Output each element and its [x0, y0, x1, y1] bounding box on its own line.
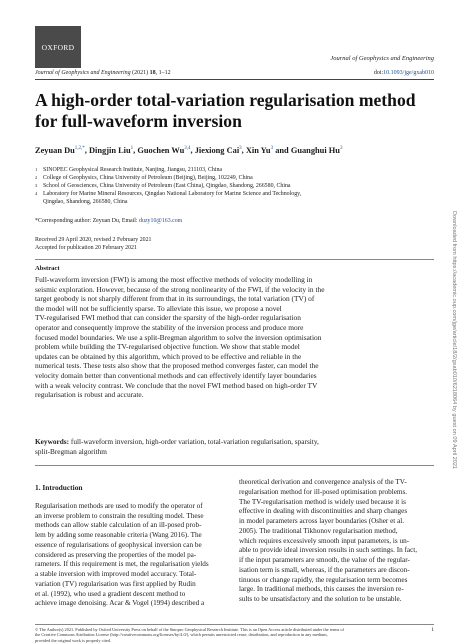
- corresponding-author: [35, 218, 182, 224]
- author-list: [35, 146, 342, 155]
- abstract-line: seismic exploration. However, because of the strong nonlinearity of the FWI, if the velocity in the: [35, 284, 325, 294]
- abstract-heading: Abstract: [35, 265, 60, 272]
- affiliation-number: 3: [35, 183, 38, 189]
- author-separator: ,: [133, 146, 138, 155]
- body-line: effective in dealing with discontinuities and sharp changes: [239, 507, 408, 516]
- citation-journal: Journal of Geophysics and Engineering: [35, 70, 131, 76]
- footer-line: © The Author(s) 2021. Published by Oxford University Press on behalf of the Sinopec Geophysical Research Institute. This is an Open Access article distributed under the terms of: [35, 627, 344, 632]
- author-affil-sup: 3: [270, 146, 274, 152]
- author-separator: ,: [190, 146, 195, 155]
- affiliation: [35, 190, 435, 198]
- download-watermark-text: Downloaded from https://academic.oup.com/jge/article/18/2/gxab010/6218064 by guest on 09 April 2021: [451, 210, 457, 470]
- received-date: Received 29 April 2020, revised 2 February 2021: [35, 237, 152, 243]
- doi-link[interactable]: 10.1093/jge/gxab010: [383, 70, 434, 76]
- affiliation: [35, 182, 435, 190]
- accepted-date: Accepted for publication 20 February 2021: [35, 245, 137, 252]
- abstract-body: [35, 275, 435, 400]
- citation-volume: 18: [149, 70, 156, 76]
- author-separator: and: [273, 146, 291, 155]
- abstract-line: focused model boundaries. We use a split-Bregman algorithm to solve the inversion optimisation: [35, 332, 322, 342]
- body-line: in model parameters across layer boundaries (Osher et al.: [239, 517, 405, 525]
- abstract-line: updates can be obtained by this algorithm, which proved to be effective and reliable in the: [35, 351, 302, 361]
- corresponding-mark: *: [82, 146, 85, 152]
- abstract-line: operator and consequently improve the stability of the inversion process and produce more: [35, 322, 304, 332]
- affiliation: [35, 198, 435, 206]
- footer-line: provided the original work is properly cited.: [35, 637, 112, 643]
- title-line: A high-order total-variation regularisation method: [35, 90, 416, 110]
- author-name[interactable]: Jiexiong Cai: [194, 146, 240, 155]
- author-name[interactable]: Guanghui Hu: [290, 146, 340, 155]
- body-line: a stable inversion with improved model accuracy. Total-: [35, 570, 197, 578]
- affiliation: [35, 166, 435, 174]
- author-affil-sup: 1: [130, 146, 134, 152]
- abstract-line: problem while building the TV-regularised objective function. We show that stable model: [35, 342, 300, 352]
- author-affil-sup: 3: [339, 146, 343, 152]
- body-line: large. In traditional methods, this causes the inversion re-: [239, 585, 404, 594]
- abstract-line: velocity domain better than conventional methods and can effectively identify layer boundaries: [35, 370, 317, 380]
- body-column-right: [239, 478, 431, 605]
- affiliation-list: [35, 166, 435, 206]
- author-name[interactable]: Zeyuan Du: [35, 146, 75, 155]
- keywords-label: Keywords:: [35, 437, 70, 446]
- citation-line: [35, 70, 171, 76]
- abstract-line: numerical tests. These tests also show that the proposed method converges faster, can model the: [35, 361, 319, 371]
- body-line: regularisation method for ill-posed optimisation problems.: [239, 487, 408, 496]
- doi-line: [374, 70, 434, 76]
- citation-pages: , 1–12: [155, 70, 171, 76]
- keywords-line: [35, 437, 435, 447]
- doi-prefix: doi:: [373, 70, 384, 76]
- body-line: rameters. If this requirement is met, the regularisation yields: [35, 560, 209, 569]
- download-watermark: [449, 160, 459, 520]
- author-name[interactable]: Dingjin Liu: [88, 146, 131, 155]
- body-line: lem by adding some reasonable criteria (Wang 2016). The: [35, 531, 202, 539]
- keywords: [35, 437, 435, 456]
- copyright-footer: [35, 627, 415, 643]
- affiliation: [35, 174, 435, 182]
- body-column-left: [35, 483, 227, 609]
- author-affil-sup: 3: [239, 146, 242, 152]
- author-affil-sup: 3,4: [184, 146, 191, 152]
- citation-year: (2021): [130, 70, 150, 76]
- body-line: variation (TV) regularisation was first applied by Rudin: [35, 579, 196, 588]
- footer-divider: [35, 624, 434, 625]
- abstract-line: the model will not be sufficiently sparse. To alleviate this issue, we propose a novel: [35, 303, 282, 313]
- body-line: 2005). The traditional Tikhonov regularisation method,: [239, 526, 398, 535]
- affiliation-number: 4: [35, 191, 38, 197]
- article-title: [35, 90, 435, 132]
- author-affil-sup: 1,2,: [74, 146, 83, 152]
- author-separator: ,: [84, 146, 89, 155]
- footer-line: the Creative Commons Attribution License (http://creativecommons.org/licenses/by/4.0/), which permits unrestricted reuse, distribution, and reproduction in any medium,: [35, 632, 328, 638]
- logo-text: OXFORD: [41, 42, 75, 52]
- body-line: sults to be unsatisfactory and the solution to be unstable.: [239, 595, 402, 603]
- author-separator: ,: [241, 146, 246, 155]
- body-line: et al. (1992), who used a gradient descent method to: [35, 589, 186, 598]
- affiliation-text: School of Geosciences, China University of Petroleum (East China), Qingdao, Shandong, 266580, China: [43, 183, 291, 190]
- body-line: an inverse problem to constrain the resulting model. These: [35, 511, 204, 520]
- body-line: tinuous or change rapidly, the regularisation term becomes: [239, 575, 408, 584]
- header-divider: [35, 79, 434, 80]
- abstract-line: target geobody is not sharply different from that in its surroundings, the total variation (TV) of: [35, 294, 315, 304]
- abstract-line: TV-regularised FWI method that can consider the sparsity of the high-order regularisation: [35, 313, 301, 323]
- affiliation-text: Qingdao, Shandong, 266580, China: [43, 199, 128, 206]
- keywords-divider: [35, 465, 434, 466]
- author-name[interactable]: Xin Yu: [245, 146, 271, 155]
- abstract-line: regularisation is robust and accurate.: [35, 390, 144, 400]
- affiliation-number: [35, 198, 43, 206]
- email-link[interactable]: duzy10@163.com: [139, 218, 183, 224]
- body-line: essence of regularisations of geophysical inversion can be: [35, 540, 202, 549]
- title-line: for full-waveform inversion: [35, 111, 242, 131]
- affiliation-text: College of Geophysics, China University of Petroleum (Beijing), Beijing, 102249, China: [43, 175, 253, 182]
- page-number: 1: [431, 627, 434, 633]
- author-name[interactable]: Guochen Wu: [137, 146, 185, 155]
- affiliation-number: 2: [35, 175, 38, 181]
- keywords-text: split-Bregman algorithm: [35, 446, 107, 456]
- corresponding-label: *Corresponding author: Zeyuan Du, Email:: [35, 218, 140, 224]
- keywords-text: full-waveform inversion, high-order variation, total-variation regularisation, sparsity,: [69, 437, 319, 446]
- body-line: Regularisation methods are used to modify the operator of: [35, 501, 203, 510]
- abstract-line: Full-waveform inversion (FWI) is among the most effective methods of velocity modelling in: [35, 275, 313, 284]
- body-line: theoretical derivation and convergence analysis of the TV-: [239, 478, 407, 486]
- affiliation-text: SINOPEC Geophysical Research Institute, Nanjing, Jiangsu, 211103, China: [43, 167, 223, 173]
- abstract-line: with a weak velocity contrast. We conclude that the novel FWI method based on high-order TV: [35, 380, 318, 390]
- affiliation-number: 1: [35, 167, 38, 172]
- body-line: methods can allow stable calculation of an ill-posed prob-: [35, 521, 202, 530]
- publication-dates: [35, 236, 151, 252]
- body-line: isation term is small, whereas, if the parameters are discon-: [239, 565, 410, 574]
- affiliation-text: Laboratory for Marine Mineral Resources, Qingdao National Laboratory for Marine Science and Technology,: [43, 191, 302, 198]
- body-line: considered as preserving the properties of the model pa-: [35, 550, 197, 559]
- body-line: The TV-regularisation method is widely used because it is: [239, 497, 406, 506]
- body-line: able to provide ideal inversion results in such settings. In fact,: [239, 546, 418, 555]
- body-line: if the input parameters are smooth, the value of the regular-: [239, 556, 410, 564]
- abstract-divider: [35, 259, 434, 260]
- section-heading: 1. Introduction: [35, 483, 83, 492]
- oxford-logo: [35, 26, 81, 68]
- body-line: achieve image denoising. Acar & Vogel (1994) described a: [35, 599, 205, 608]
- journal-name: Journal of Geophysics and Engineering: [330, 55, 434, 62]
- body-line: which requires excessively smooth input parameters, is un-: [239, 536, 410, 545]
